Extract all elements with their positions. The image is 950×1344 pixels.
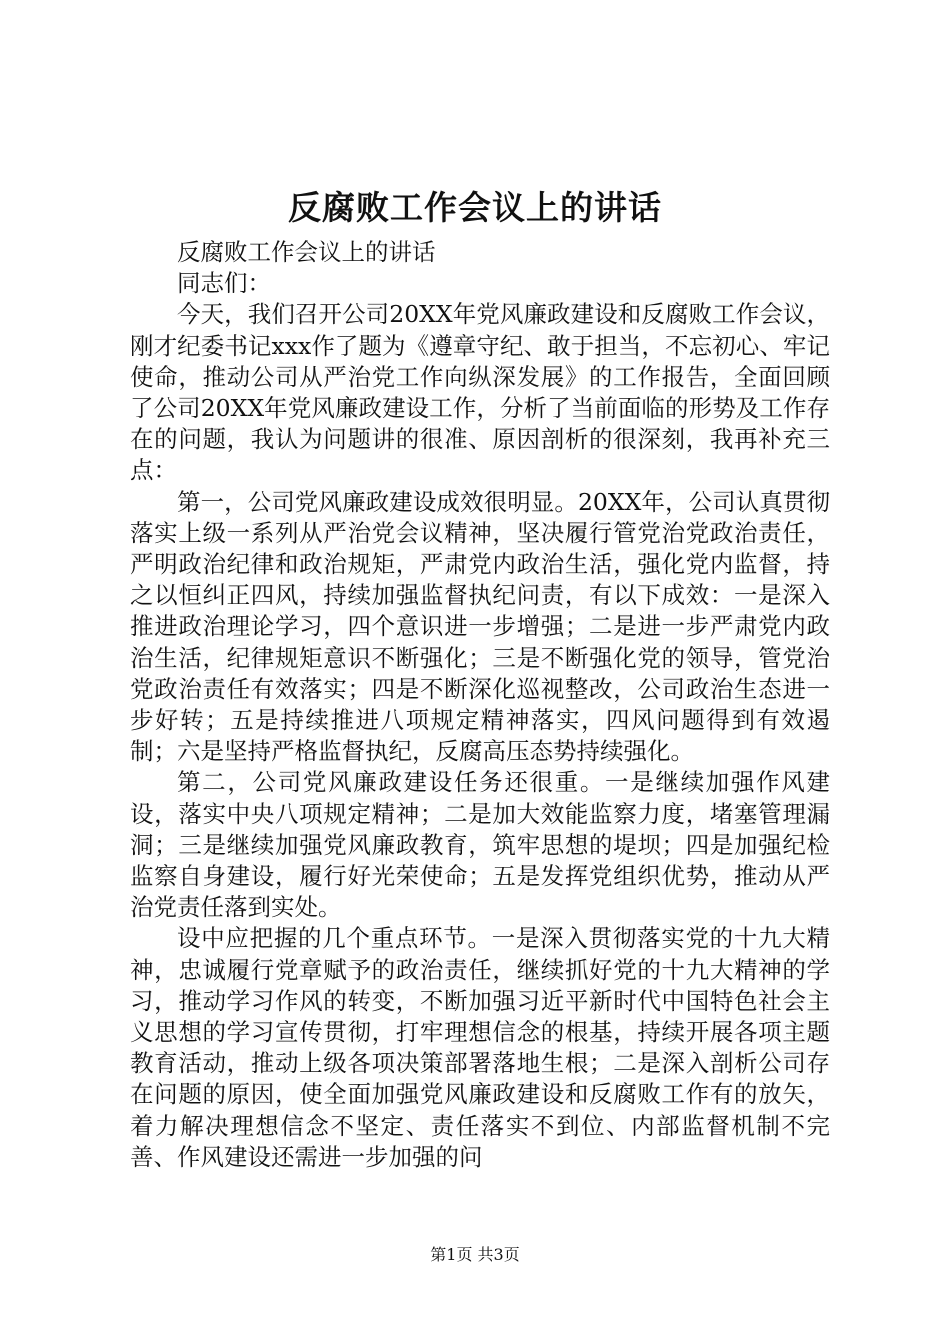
paragraph-subtitle: 反腐败工作会议上的讲话 (177, 238, 436, 266)
paragraph-first-point: 第一，公司党风廉政建设成效很明显。20XX年，公司认真贯彻落实上级一系列从严治党会议精神，坚决履行管党治党政治责任，严明政治纪律和政治规矩，严肃党内政治生活，强化党内监督，持之以恒纠正四风，持续加强监督执纪问责，有以下成效：一是深入推进政治理论学习，四个意识进一步增强；二是进一步严肃党内政治生活，纪律规矩意识不断强化；三是不断强化党的领导，管党治党政治责任有效落实；四是不断深化巡视整改，公司政治生态进一步好转；五是持续推进八项规定精神落实，四风问题得到有效遏制；六是坚持严格监督执纪，反腐高压态势持续强化。 (130, 487, 830, 766)
page-number-footer: 第1页 共3页 (430, 1245, 520, 1264)
paragraph-second-point: 第二，公司党风廉政建设任务还很重。一是继续加强作风建设，落实中央八项规定精神；二是加大效能监察力度，堵塞管理漏洞；三是继续加强党风廉政教育，筑牢思想的堤坝；四是加强纪检监察自身建设，履行好光荣使命；五是发挥党组织优势，推动从严治党责任落到实处。 (130, 768, 830, 922)
paragraph-salutation: 同志们： (177, 269, 271, 298)
page-title: 反腐败工作会议上的讲话 (288, 188, 662, 227)
paragraph-intro: 今天，我们召开公司20XX年党风廉政建设和反腐败工作会议，刚才纪委书记xxx作了题为《遵章守纪、敢于担当，不忘初心、牢记使命，推动公司从严治党工作向纵深发展》的工作报告，全面回顾了公司20XX年党风廉政建设工作，分析了当前面临的形势及工作存在的问题，我认为问题讲的很准、原因剖析的很深刻，我再补充三点： (130, 300, 830, 485)
document-body (130, 237, 830, 1173)
paragraph-key-links: 设中应把握的几个重点环节。一是深入贯彻落实党的十九大精神，忠诚履行党章赋予的政治责任，继续抓好党的十九大精神的学习，推动学习作风的转变，不断加强习近平新时代中国特色社会主义思想的学习宣传贯彻，打牢理想信念的根基，持续开展各项主题教育活动，推动上级各项决策部署落地生根；二是深入剖析公司存在问题的原因，使全面加强党风廉政建设和反腐败工作有的放矢，着力解决理想信念不坚定、责任落实不到位、内部监督机制不完善、作风建设还需进一步加强的问 (130, 924, 830, 1171)
